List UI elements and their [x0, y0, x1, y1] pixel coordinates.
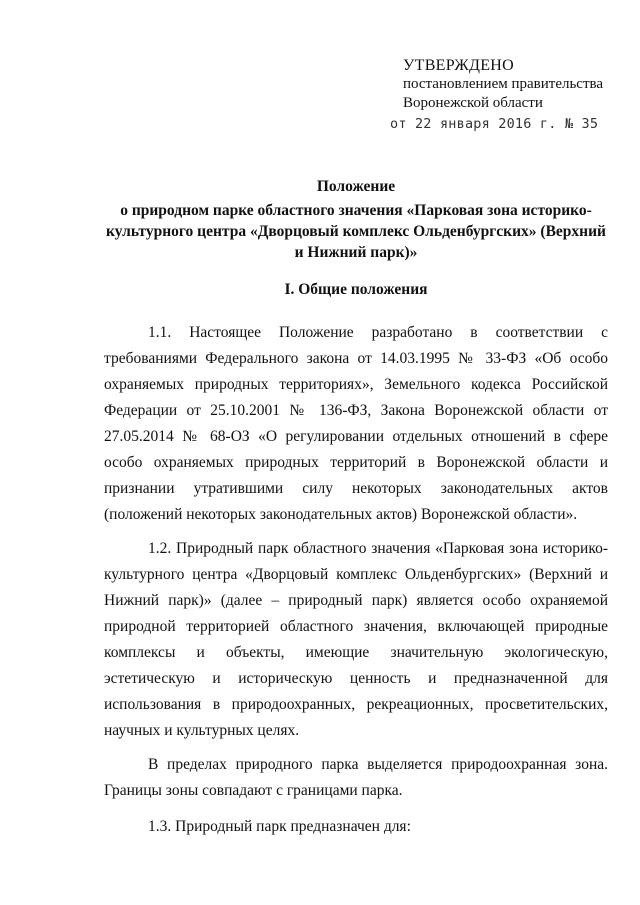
approval-region-line: Воронежской области — [403, 95, 543, 111]
document-body — [104, 320, 608, 840]
paragraph-1-2: 1.2. Природный парк областного значения «Парковая зона историко-культурного центра «Дворцовый комплекс Ольденбургских» (Верхний и Нижний парк)» (далее – природный парк) является особо охраняемой природной территорией областного значения, включающей природные комплексы и объекты, имеющие значительную экологическую, эстетическую и историческую ценность и предназначенной для использования в природоохранных, рекреационных, просветительских, научных и культурных целях. — [104, 540, 608, 739]
approval-block — [390, 56, 633, 134]
approval-date-stamp: от 22 января 2016 г. № 35 — [390, 116, 599, 132]
paragraph-1-1: 1.1. Настоящее Положение разработано в соответствии с требованиями Федерального закона от 14.03.1995 № 33-ФЗ «Об особо охраняемых природных территориях», Земельного кодекса Российской Федерации от 25.10.2001 № 136-ФЗ, Закона Воронежской области от 27.05.2014 № 68-ОЗ «О регулировании отдельных отношений в сфере особо охраняемых природных территорий в Воронежской области и признании утратившими силу некоторых законодательных актов (положений некоторых законодательных актов) Воронежской области». — [104, 324, 608, 523]
paragraph-protection-zone: В пределах природного парка выделяется природоохранная зона. Границы зоны совпадают с границами парка. — [104, 756, 608, 799]
approval-heading: УТВЕРЖДЕНО — [403, 57, 515, 74]
paragraph-1-3: 1.3. Природный парк предназначен для: — [148, 818, 411, 835]
document-title-text: о природном парке областного значения «Парковая зона историко-культурного центра «Дворцовый комплекс Ольденбургских» (Верхний и Нижний парк)» — [106, 202, 606, 261]
document-title — [104, 176, 608, 263]
approval-issuer-line: постановлением правительства — [403, 76, 604, 92]
document-title-word: Положение — [316, 178, 396, 195]
section-heading: I. Общие положения — [284, 281, 428, 298]
